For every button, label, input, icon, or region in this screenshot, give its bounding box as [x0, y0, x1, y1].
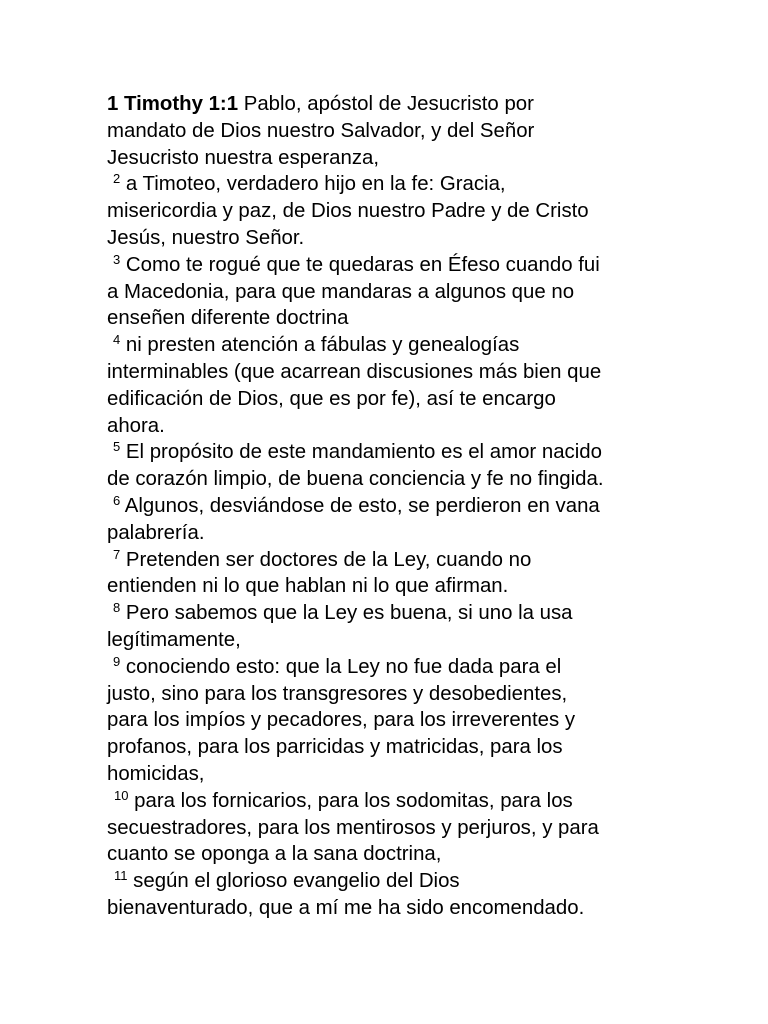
verse-8-line-2: legítimamente, — [107, 628, 241, 651]
verse-7-line-1 — [107, 547, 667, 574]
verse-number: 2 — [113, 171, 121, 187]
verse-number: 4 — [113, 332, 121, 348]
verse-8-line-1 — [107, 600, 667, 627]
verse-9-line-5: homicidas, — [107, 762, 205, 785]
verse-text: conociendo esto: que la Ley no fue dada para el — [120, 655, 562, 678]
verse-text: El propósito de este mandamiento es el amor nacido — [120, 441, 602, 464]
verse-text: Algunos, desviándose de esto, se perdieron en vana — [120, 494, 600, 517]
verse-9-line-4: profanos, para los parricidas y matricidas, para los — [107, 736, 563, 759]
verse-2-line-2: misericordia y paz, de Dios nuestro Padre y de Cristo — [107, 200, 589, 223]
verse-9-line-1 — [107, 654, 667, 681]
verse-number: 10 — [114, 787, 129, 803]
verse-11-line-1 — [107, 868, 667, 895]
verse-text: Como te rogué que te quedaras en Éfeso cuando fui — [120, 253, 600, 276]
verse-5-line-1 — [107, 439, 667, 466]
verse-6-line-2: palabrería. — [107, 521, 205, 544]
verse-7-line-2: entienden ni lo que hablan ni lo que afirman. — [107, 575, 509, 598]
verse-4-line-2: interminables (que acarrean discusiones más bien que — [107, 360, 602, 383]
verse-9-line-2: justo, sino para los transgresores y desobedientes, — [107, 682, 568, 705]
verse-number: 7 — [113, 546, 121, 562]
verse-10-line-2: secuestradores, para los mentirosos y perjuros, y para — [107, 816, 599, 839]
verse-text: a Timoteo, verdadero hijo en la fe: Gracia, — [120, 173, 506, 196]
verse-3-line-1 — [107, 252, 667, 279]
verse-6-line-1 — [107, 493, 667, 520]
verse-2-line-1 — [107, 171, 667, 198]
verse-10-line-1 — [107, 788, 667, 815]
verse-10-line-3: cuanto se oponga a la sana doctrina, — [107, 843, 442, 866]
verse-number: 5 — [113, 439, 121, 455]
verse-number: 3 — [113, 251, 121, 267]
verse-text: según el glorioso evangelio del Dios — [127, 870, 460, 893]
verse-number: 8 — [113, 600, 121, 616]
verse-1-line-3: Jesucristo nuestra esperanza, — [107, 146, 380, 169]
verse-4-line-1 — [107, 332, 667, 359]
verse-4-line-4: ahora. — [107, 414, 165, 437]
verse-text: ni presten atención a fábulas y genealogías — [120, 334, 520, 357]
verse-number: 11 — [114, 868, 128, 884]
verse-number: 9 — [113, 653, 121, 669]
verse-text: Pero sabemos que la Ley es buena, si uno la usa — [120, 602, 573, 625]
verse-text: para los fornicarios, para los sodomitas, para los — [128, 789, 573, 812]
verse-4-line-3: edificación de Dios, que es por fe), así te encargo — [107, 387, 556, 410]
verse-3-line-3: enseñen diferente doctrina — [107, 307, 349, 330]
scripture-text — [107, 91, 667, 922]
verse-text: Pablo, apóstol de Jesucristo por — [238, 93, 534, 115]
verse-text: Pretenden ser doctores de la Ley, cuando no — [120, 548, 532, 571]
verse-5-line-2: de corazón limpio, de buena conciencia y fe no fingida. — [107, 468, 604, 491]
verse-1-line-2: mandato de Dios nuestro Salvador, y del Señor — [107, 119, 535, 142]
verse-1-line-1 — [107, 91, 667, 118]
passage-heading: 1 Timothy 1:1 — [107, 93, 239, 115]
verse-9-line-3: para los impíos y pecadores, para los irreverentes y — [107, 709, 576, 732]
verse-2-line-3: Jesús, nuestro Señor. — [107, 226, 305, 249]
verse-11-line-2: bienaventurado, que a mí me ha sido encomendado. — [107, 896, 585, 919]
verse-number: 6 — [113, 492, 121, 508]
verse-3-line-2: a Macedonia, para que mandaras a algunos que no — [107, 280, 575, 303]
